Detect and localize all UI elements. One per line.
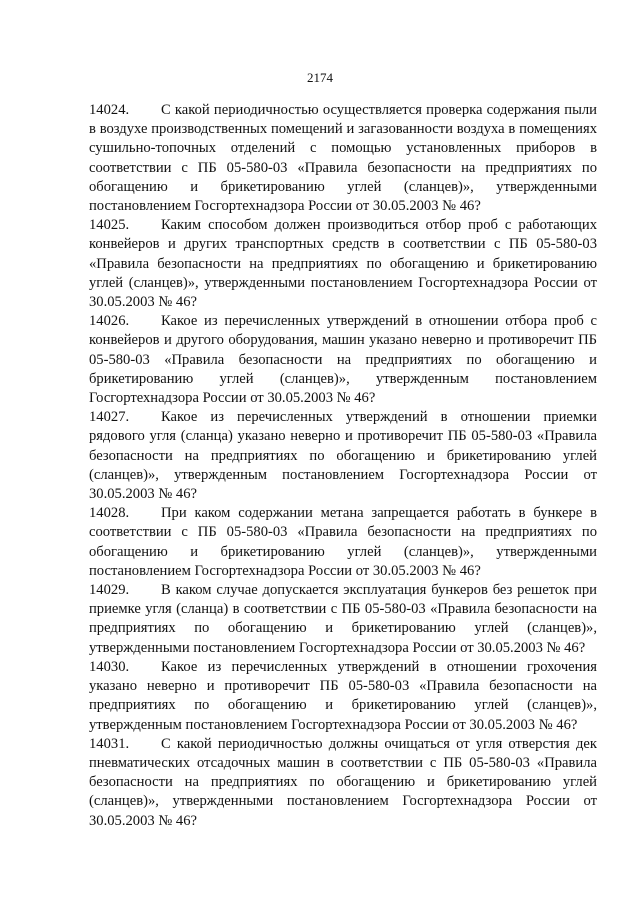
question-text: При каком содержании метана запрещается работать в бункере в соответствии с ПБ 05-580-03 «Правила безопасности на предприятиях по обогащению и брикетированию углей (сланцев)», утвержденными постановлением Госгортехнадзора России от 30.05.2003 № 46? bbox=[89, 505, 597, 579]
question-item bbox=[89, 581, 597, 658]
question-number: 14024. bbox=[89, 102, 130, 118]
question-text: С какой периодичностью осуществляется проверка содержания пыли в воздухе производственных помещений и загазованности воздуха в помещениях сушильно-топочных отделений с помощью установленных приборов в соответствии с ПБ 05-580-03 «Правила безопасности на предприятиях по обогащению и брикетированию углей (сланцев)», утвержденными постановлением Госгортехнадзора России от 30.05.2003 № 46? bbox=[89, 102, 597, 215]
question-number: 14030. bbox=[89, 658, 130, 675]
question-item bbox=[89, 101, 597, 216]
question-number: 14025. bbox=[89, 217, 130, 234]
question-number: 14026. bbox=[89, 313, 130, 330]
question-text: Какое из перечисленных утверждений в отношении грохочения указано неверно и противоречит ПБ 05-580-03 «Правила безопасности на предприятиях по обогащению и брикетированию углей (сланцев)», утвержденным постановлением Госгортехнадзора России от 30.05.2003 № 46? bbox=[89, 658, 597, 733]
questions-list bbox=[89, 101, 597, 831]
question-number: 14028. bbox=[89, 505, 130, 522]
question-number: 14029. bbox=[89, 582, 130, 599]
question-text: Какое из перечисленных утверждений в отношении отбора проб с конвейеров и другого оборудования, машин указано неверно и противоречит ПБ 05-580-03 «Правила безопасности на предприятиях по обогащению и брикетированию углей (сланцев)», утвержденным постановлением Госгортехнадзора России от 30.05.2003 № 46? bbox=[89, 313, 597, 407]
question-text: Каким способом должен производиться отбор проб с работающих конвейеров и других транспортных средств в соответствии с ПБ 05-580-03 «Правила безопасности на предприятиях по обогащению и брикетированию углей (сланцев)», утвержденными постановлением Госгортехнадзора России от 30.05.2003 № 46? bbox=[89, 217, 597, 311]
question-item bbox=[89, 312, 597, 408]
question-text: С какой периодичностью должны очищаться от угля отверстия дек пневматических отсадочных машин в соответствии с ПБ 05-580-03 «Правила безопасности на предприятиях по обогащению и брикетированию углей (сланцев)», утвержденными постановлением Госгортехнадзора России от 30.05.2003 № 46? bbox=[89, 735, 597, 829]
question-item bbox=[89, 408, 597, 504]
question-number: 14031. bbox=[89, 735, 130, 752]
question-text: В каком случае допускается эксплуатация бункеров без решеток при приемке угля (сланца) в соответствии с ПБ 05-580-03 «Правила безопасности на предприятиях по обогащению и брикетированию углей (сланцев)», утвержденными постановлением Госгортехнадзора России от 30.05.2003 № 46? bbox=[89, 582, 597, 656]
question-item bbox=[89, 658, 597, 735]
question-text: Какое из перечисленных утверждений в отношении приемки рядового угля (сланца) указано неверно и противоречит ПБ 05-580-03 «Правила безопасности на предприятиях по обогащению и брикетированию углей (сланцев)», утвержденным постановлением Госгортехнадзора России от 30.05.2003 № 46? bbox=[89, 409, 597, 503]
page-number: 2174 bbox=[307, 70, 333, 85]
question-item bbox=[89, 216, 597, 312]
question-item bbox=[89, 504, 597, 581]
question-item bbox=[89, 735, 597, 831]
question-number: 14027. bbox=[89, 409, 130, 426]
